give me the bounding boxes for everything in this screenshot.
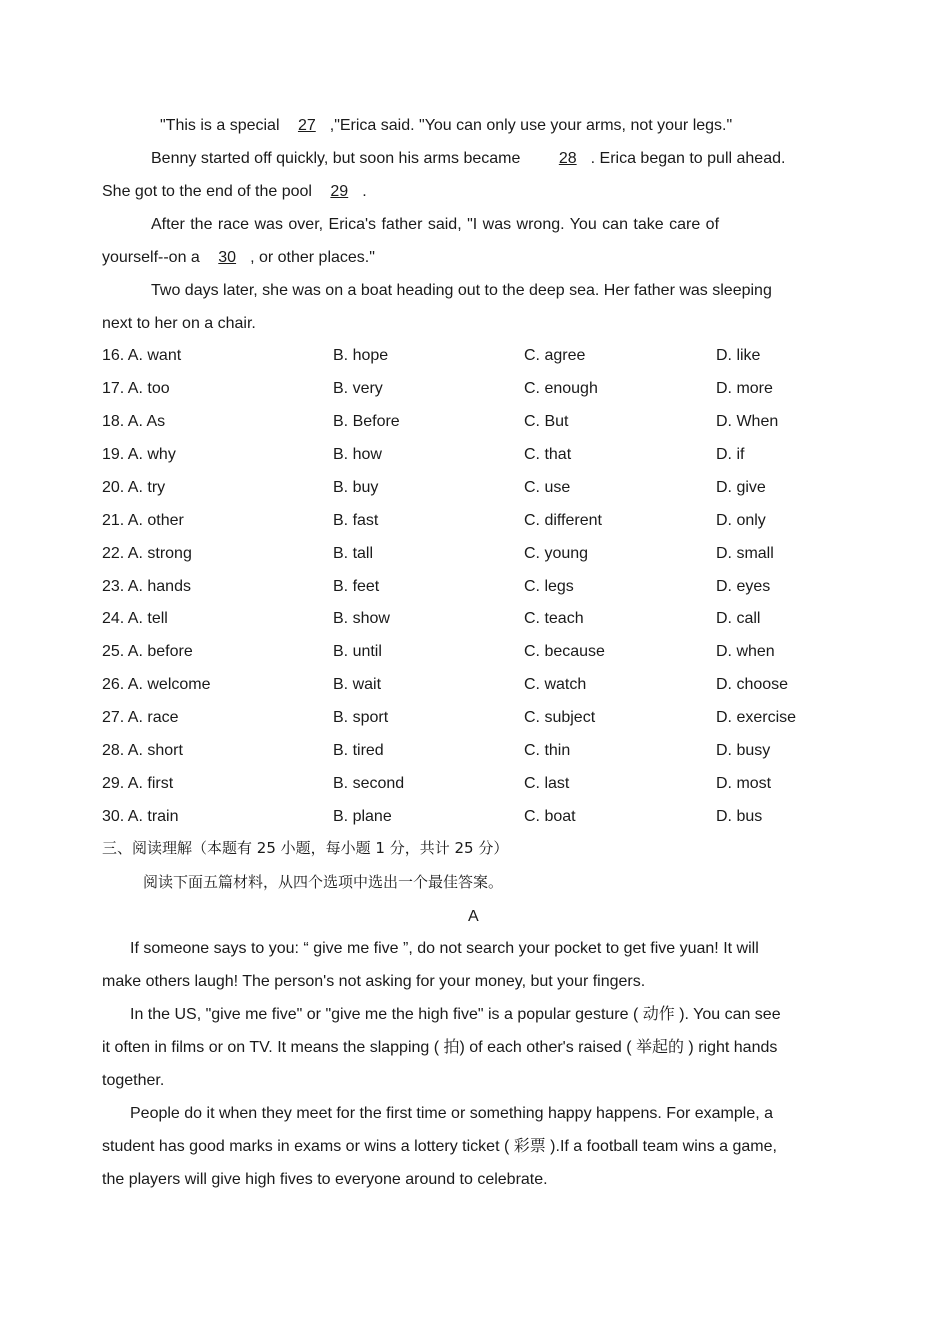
option-d: D. when — [716, 643, 775, 660]
passage-text: . — [362, 183, 367, 200]
option-b: B. how — [333, 446, 382, 463]
option-c: C. watch — [524, 676, 587, 693]
option-c: C. boat — [524, 808, 576, 825]
passage-text: ,"Erica said. "You can only use your arms, not your legs." — [329, 117, 733, 134]
option-b: B. tired — [333, 742, 384, 759]
option-d: D. small — [716, 545, 774, 562]
option-b: B. buy — [333, 479, 379, 496]
section-heading: 三、阅读理解（本题有 25 小题，每小题 1 分，共计 25 分） — [102, 839, 509, 857]
option-c: C. agree — [524, 347, 586, 364]
option-d: D. When — [716, 413, 779, 430]
reading-line: the players will give high fives to everyone around to celebrate. — [102, 1171, 548, 1188]
passage-line — [151, 149, 785, 169]
option-c: C. subject — [524, 709, 596, 726]
option-d: D. choose — [716, 676, 789, 693]
blank-27: 27 — [297, 117, 316, 134]
passage-text: , or other places." — [250, 249, 375, 266]
passage-line: After the race was over, Erica's father said, "I was wrong. You can take care of — [151, 216, 720, 233]
option-a: 27. A. race — [102, 709, 179, 726]
option-c: C. last — [524, 775, 570, 792]
passage-text: . Erica began to pull ahead. — [590, 150, 786, 167]
option-a: 24. A. tell — [102, 610, 168, 627]
passage-text: Benny started off quickly, but soon his arms became — [151, 150, 521, 167]
option-b: B. very — [333, 380, 383, 397]
option-a: 26. A. welcome — [102, 676, 211, 693]
option-d: D. if — [716, 446, 745, 463]
reading-line: People do it when they meet for the first time or something happy happens. For example, a — [130, 1105, 774, 1122]
option-a: 22. A. strong — [102, 545, 192, 562]
option-d: D. exercise — [716, 709, 797, 726]
reading-line: In the US, "give me five" or "give me the high five" is a popular gesture ( 动作 ). You can see — [130, 1006, 781, 1023]
option-b: B. Before — [333, 413, 400, 430]
reading-line: it often in films or on TV. It means the slapping ( 拍) of each other's raised ( 举起的 ) right hands — [102, 1039, 778, 1056]
option-a: 18. A. As — [102, 413, 166, 430]
option-d: D. only — [716, 512, 766, 529]
option-d: D. call — [716, 610, 761, 627]
option-a: 28. A. short — [102, 742, 183, 759]
option-d: D. more — [716, 380, 773, 397]
option-c: C. because — [524, 643, 605, 660]
passage-line: next to her on a chair. — [102, 315, 256, 332]
passage-label: A — [468, 908, 479, 925]
blank-28: 28 — [558, 150, 577, 167]
option-b: B. show — [333, 610, 390, 627]
option-a: 16. A. want — [102, 347, 182, 364]
option-d: D. eyes — [716, 578, 771, 595]
option-d: D. bus — [716, 808, 763, 825]
reading-line: student has good marks in exams or wins a lottery ticket ( 彩票 ).If a football team wins a game, — [102, 1138, 777, 1155]
option-b: B. feet — [333, 578, 380, 595]
option-a: 29. A. first — [102, 775, 174, 792]
option-d: D. give — [716, 479, 766, 496]
option-a: 30. A. train — [102, 808, 179, 825]
option-c: C. use — [524, 479, 571, 496]
reading-line: make others laugh! The person's not asking for your money, but your fingers. — [102, 973, 646, 990]
option-c: C. that — [524, 446, 572, 463]
reading-line: together. — [102, 1072, 165, 1089]
option-b: B. until — [333, 643, 382, 660]
passage-line — [102, 248, 375, 268]
passage-text: yourself--on a — [102, 249, 200, 266]
blank-30: 30 — [218, 249, 237, 266]
option-c: C. enough — [524, 380, 598, 397]
option-b: B. sport — [333, 709, 389, 726]
option-c: C. legs — [524, 578, 574, 595]
option-b: B. second — [333, 775, 405, 792]
option-b: B. plane — [333, 808, 392, 825]
option-b: B. hope — [333, 347, 389, 364]
passage-text: "This is a special — [160, 117, 280, 134]
option-a: 17. A. too — [102, 380, 170, 397]
option-a: 19. A. why — [102, 446, 176, 463]
option-d: D. most — [716, 775, 772, 792]
option-b: B. tall — [333, 545, 374, 562]
option-d: D. like — [716, 347, 761, 364]
blank-29: 29 — [330, 183, 349, 200]
option-c: C. But — [524, 413, 569, 430]
reading-line: If someone says to you: “ give me five ”, do not search your pocket to get five yuan! It will — [130, 940, 759, 957]
option-c: C. different — [524, 512, 602, 529]
passage-text: She got to the end of the pool — [102, 183, 312, 200]
passage-line — [102, 182, 367, 202]
option-d: D. busy — [716, 742, 771, 759]
option-b: B. fast — [333, 512, 379, 529]
option-c: C. young — [524, 545, 589, 562]
option-a: 23. A. hands — [102, 578, 191, 595]
option-a: 20. A. try — [102, 479, 166, 496]
option-b: B. wait — [333, 676, 382, 693]
passage-line: Two days later, she was on a boat heading out to the deep sea. Her father was sleeping — [151, 282, 772, 299]
passage-line — [160, 116, 732, 136]
option-c: C. teach — [524, 610, 584, 627]
option-c: C. thin — [524, 742, 571, 759]
section-instruction: 阅读下面五篇材料，从四个选项中选出一个最佳答案。 — [143, 873, 504, 891]
option-a: 21. A. other — [102, 512, 184, 529]
option-a: 25. A. before — [102, 643, 193, 660]
